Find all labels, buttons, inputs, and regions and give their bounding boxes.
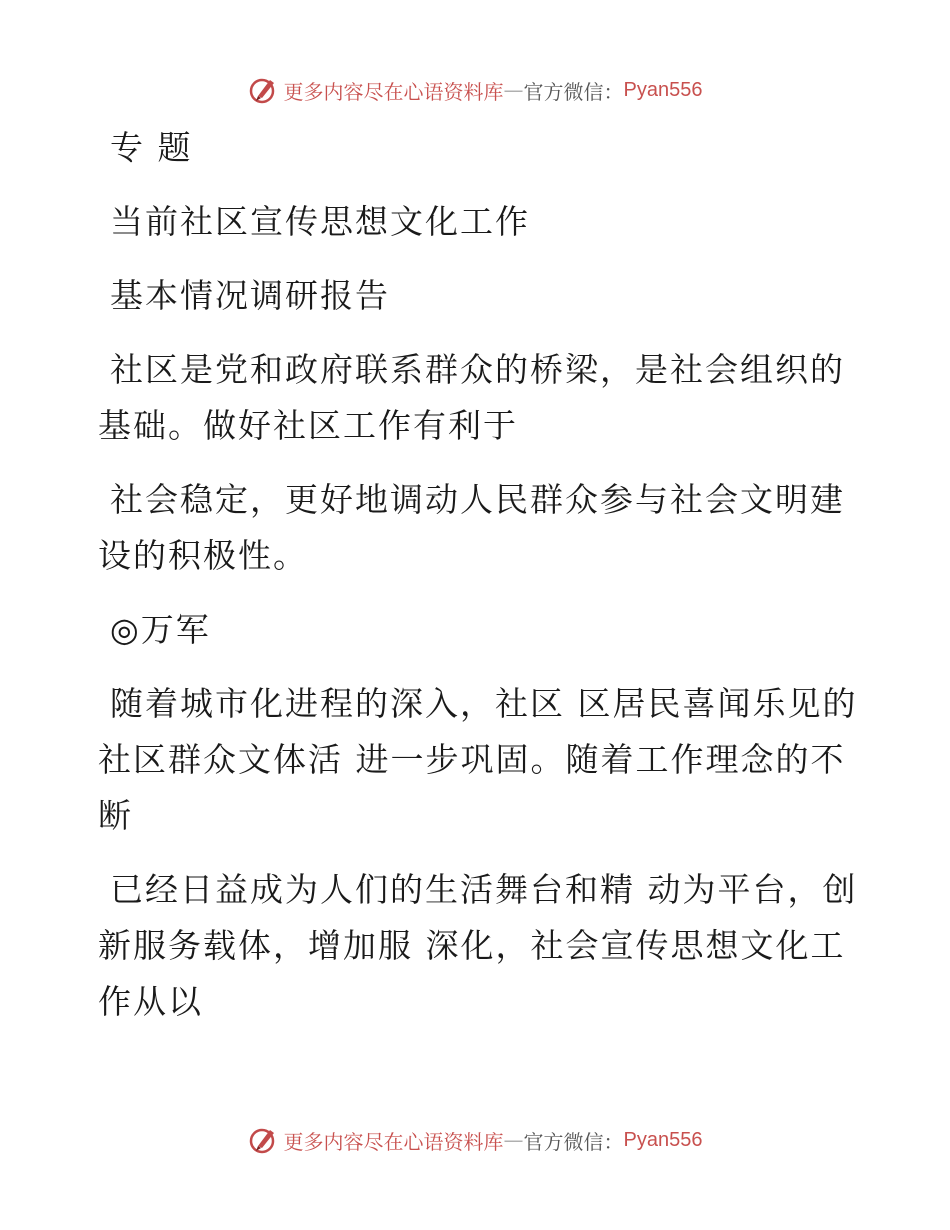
author-line: ◎万军 [110,610,211,649]
paragraph-line: 社区群众文体活 进一步巩固。随着工作理念的不 [98,740,846,779]
paragraph-line: 社会稳定，更好地调动人民群众参与社会文明建 [110,480,845,519]
paragraph-line: 新服务载体，增加服 深化，社会宣传思想文化工 [98,926,846,965]
paragraph-line: 基础。做好社区工作有利于 [98,406,518,445]
heading-line: 当前社区宣传思想文化工作 [110,202,530,241]
paragraph-line: 作从以 [98,982,203,1021]
heading-line: 专 题 [110,128,193,167]
heading-line: 基本情况调研报告 [110,276,390,315]
document-body [98,120,858,1030]
paragraph-line: 随着城市化进程的深入，社区 区居民喜闻乐见的 [110,684,858,723]
watermark-text: 更多内容尽在心语资料库 [283,1129,504,1154]
watermark-dash: — [503,78,524,102]
watermark-wechat-id: Pyan556 [623,78,703,101]
paragraph-line: 已经日益成为人们的生活舞台和精 动为平台，创 [110,870,858,909]
paragraph-line: 断 [98,796,133,835]
watermark-wechat-label: 官方微信： [523,1129,624,1154]
pen-logo-icon [248,1124,280,1156]
pen-logo-icon [248,74,280,106]
watermark-text: 更多内容尽在心语资料库 [283,79,504,104]
watermark-wechat-id: Pyan556 [623,1128,703,1151]
paragraph-line: 社区是党和政府联系群众的桥梁，是社会组织的 [110,350,845,389]
watermark-wechat-label: 官方微信： [523,79,624,104]
watermark-dash: — [503,1128,524,1152]
footer-watermark [0,1120,950,1160]
paragraph-line: 设的积极性。 [98,536,308,575]
header-watermark [0,70,950,110]
